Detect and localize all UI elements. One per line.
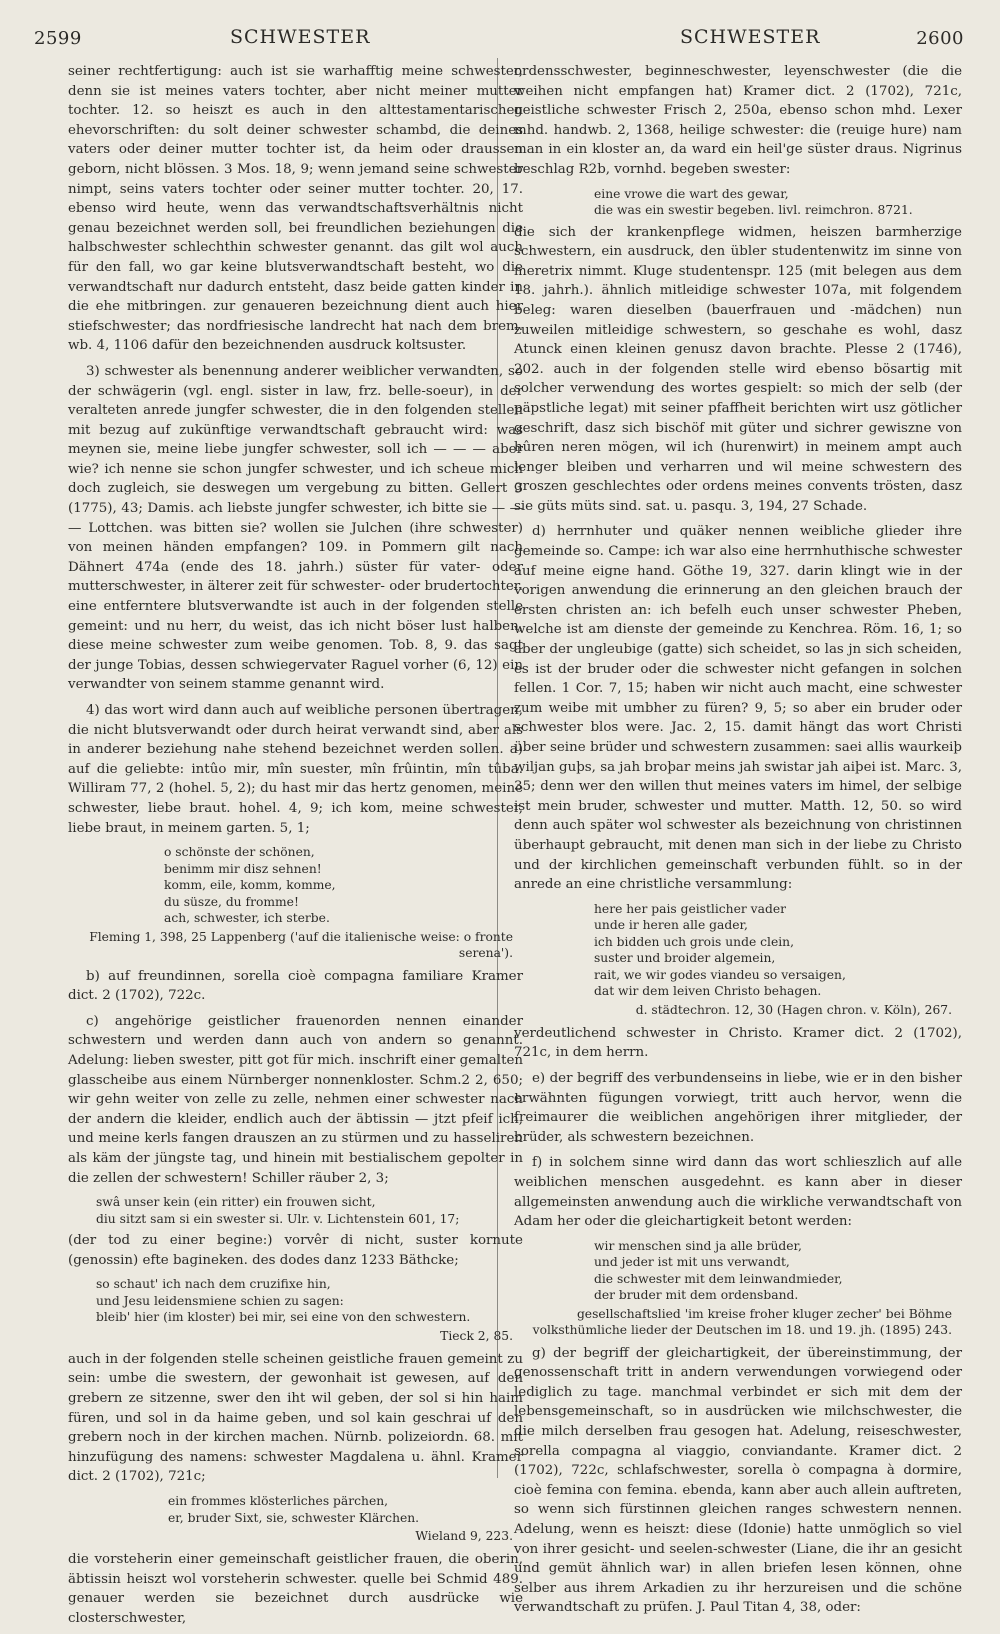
paragraph: ordensschwester, beginneschwester, leyenschwester (die die weihen nicht empfangen hat) Kramer dict. 2 (1702), 721c, geistliche schwester Frisch 2, 250a, ebenso schon mhd. Lexer mhd. handwb. 2, 1368, heilige schwester: die (reuige hure) nam man in ein kloster an, da ward ein heil'ge süster draus. Nigrinus beschlag R2b, vornhd. begeben swester: xyxy=(514,64,962,177)
citation: d. städtechron. 12, 30 (Hagen chron. v. Köln), 267. xyxy=(635,1002,952,1017)
citation: Fleming 1, 398, 25 Lappenberg ('auf die italienische weise: o fronte serena'). xyxy=(89,929,513,960)
paragraph: 4) das wort wird dann auch auf weibliche personen übertragen, die nicht blutsverwandt oder durch heirat verwandt sind, aber als in anderer beziehung nahe stehend bezeichnet werden sollen. a) auf die geliebte: intûo mir, mîn suester, mîn frûintin, mîn tûba. Williram 77, 2 (hohel. 5, 2); du hast mir das hertz genomen, meine schwester, liebe braut. hohel. 4, 9; ich kom, meine schwester, liebe braut, in meinem garten. 5, 1; xyxy=(68,703,523,836)
paragraph: 3) schwester als benennung anderer weiblicher verwandten, so der schwägerin (vgl. engl. sister in law, frz. belle-soeur), in der veralteten anrede jungfer schwester, die in den folgenden stellen mit bezug auf zukünftige verwandtschaft gebraucht wird: was meynen sie, meine liebe jungfer schwester, soll ich — — — aber wie? ich nenne sie schon jungfer schwester, und ich scheue mich doch zugleich, sie deswegen um vergebung zu bitten. Gellert 3 (1775), 43; Damis. ach liebste jungfer schwester, ich bitte sie — — — Lottchen. was bitten sie? wollen sie Julchen (ihre schwester) von meinen händen empfangen? 109. in Pommern gilt nach Dähnert 474a (ende des 18. jahrh.) süster für vater- oder mutterschwester, in älterer zeit für schwester- oder brudertochter. eine entferntere blutsverwandte ist auch in der folgenden stelle gemeint: und nu herr, du weist, das ich nicht böser lust halben, diese meine schwester zum weibe genomen. Tob. 8, 9. das sagt der junge Tobias, dessen schwiegervater Raguel vorher (6, 12) ein verwandter von seinem stamme genannt wird. xyxy=(68,363,523,693)
paragraph: c) angehörige geistlicher frauenorden nennen einander schwestern und werden dann auch von andern so genannt. Adelung: lieben swester, pitt got für mich. inschrift einer gemalten glasscheibe aus einem Nürnberger nonnenkloster. Schm.2 2, 650; wir gehn weiter von zelle zu zelle, nehmen einer schwester nach der andern die kleider, endlich auch der äbtissin — jtzt pfeif ich, und meine kerls fangen drauszen an zu stürmen und zu hasseliren als käm der jüngste tag, und hinein mit bestialischem gepolter in die zellen der schwestern! Schiller räuber 2, 3; xyxy=(68,1013,523,1186)
citation: gesellschaftslied 'im kreise froher kluger zecher' bei Böhme volksthümliche lieder der Deutschen im 18. und 19. jh. (1895) 243. xyxy=(532,1306,952,1337)
verse-quote: here her pais geistlicher vader unde ir heren alle gader, ich bidden uch grois unde clein, suster und broider algemein, rait, we wir godes viandeu so versaigen, dat wir dem leiven Christo behagen. xyxy=(594,901,846,999)
verse-quote: eine vrowe die wart des gewar, die was ein swestir begeben. livl. reimchron. 8721. xyxy=(594,186,913,218)
paragraph: auch in der folgenden stelle scheinen geistliche frauen gemeint zu sein: umbe die swestern, der gewonhait ist gewesen, auf den grebern ze sitzenne, swer den iht wil geben, der sol si hin haim füren, und sol in da haime geben, und sol kain geschrai uf den grebern noch in der kirchen machen. Nürnb. polizeiordn. 68. mit hinzufügung des namens: schwester Magdalena u. ähnl. Kramer dict. 2 (1702), 721c; xyxy=(68,1351,523,1485)
page-number-left: 2599 xyxy=(34,28,82,49)
paragraph: f) in solchem sinne wird dann das wort schlieszlich auf alle weiblichen menschen ausgedehnt. es kann aber in dieser allgemeinsten anwendung auch die wirkliche verwandtschaft von Adam her oder die gleichartigkeit betont werden: xyxy=(514,1155,962,1230)
paragraph: die sich der krankenpflege widmen, heiszen barmherzige schwestern, ein ausdruck, den übler studentenwitz im sinne von meretrix nimmt. Kluge studentenspr. 125 (mit belegen aus dem 18. jahrh.). ähnlich mitleidige schwester 107a, mit folgendem beleg: waren dieselben (bauerfrauen und -mädchen) nun zuweilen mitleidige schwestern, so geschahe es wohl, dasz Atunck einen kleinen genusz davon brachte. Plesse 2 (1746), 202. auch in der folgenden stelle wird ebenso bösartig mit solcher verwendung des wortes gespielt: so mich der selb (der päpstliche legat) mit seiner pfaffheit berichten wirt usz götlicher geschrift, dasz sich bischöf mit güter und sichrer gewiszne von hûren neren mögen, wil ich (hurenwirt) in meinem ampt auch lenger bleiben und verharren und wil meine schwestern des groszen geschlechtes oder ordens meines convents trösten, dasz sie güts müts sind. sat. u. pasqu. 3, 194, 27 Schade. xyxy=(514,224,962,514)
running-title-right: SCHWESTER xyxy=(680,26,821,48)
citation: Wieland 9, 223. xyxy=(415,1529,513,1544)
verse-quote: so schaut' ich nach dem cruzifixe hin, und Jesu leidensmiene schien zu sagen: bleib' hier (im kloster) bei mir, sei eine von den schwestern. xyxy=(96,1277,471,1325)
paragraph: verdeutlichend schwester in Christo. Kramer dict. 2 (1702), 721c, in dem herrn. xyxy=(514,1025,962,1061)
citation: Tieck 2, 85. xyxy=(440,1328,513,1343)
page-number-right: 2600 xyxy=(916,28,964,49)
verse-quote: wir menschen sind ja alle brüder, und jeder ist mit uns verwandt, die schwester mit dem leinwandmieder, der bruder mit dem ordensband. xyxy=(594,1238,843,1303)
paragraph: (der tod zu einer begine:) vorvêr di nicht, suster kornute (genossin) efte bagineken. des dodes danz 1233 Bäthcke; xyxy=(68,1233,523,1268)
verse-quote: ein frommes klösterliches pärchen, er, bruder Sixt, sie, schwester Klärchen. xyxy=(168,1494,420,1525)
paragraph: seiner rechtfertigung: auch ist sie warhafftig meine schwester, denn sie ist meines vaters tochter, aber nicht meiner mutter tochter. 12. so heiszt es auch in den alttestamentarischen ehevorschriften: du solt deiner schwester schambd, die deines vaters oder deiner mutter tochter ist, da heim oder draussen geborn, nicht blössen. 3 Mos. 18, 9; wenn jemand seine schwester nimpt, seins vaters tochter oder seiner mutter tochter. 20, 17. ebenso wird heute, wenn das verwandtschaftsverhältnis nicht genau bezeichnet werden soll, bei freundlichen beziehungen die halbschwester schlechthin schwester genannt. das gilt wol auch für den fall, wo gar keine blutsverwandtschaft besteht, wo die verwandtschaft nur dadurch entsteht, dasz beide gatten kinder in die ehe mitbringen. zur genaueren bezeichnung dient auch hier stiefschwester; das nordfriesische landrecht hat nach dem brem. wb. 4, 1106 dafür den bezeichnenden ausdruck koltsuster. xyxy=(68,64,523,354)
verse-quote: o schönste der schönen, benimm mir disz sehnen! komm, eile, komm, komme, du süsze, du fromme! ach, schwester, ich sterbe. xyxy=(164,845,336,926)
right-column xyxy=(514,62,962,1624)
page-header xyxy=(0,12,1000,52)
paragraph: g) der begriff der gleichartigkeit, der übereinstimmung, der genossenschaft tritt in andern verwendungen vorwiegend oder lediglich zu tage. manchmal verbindet er sich mit dem der lebensgemeinschaft, so in ausdrücken wie milchschwester, die die milch derselben frau gesogen hat. Adelung, reiseschwester, sorella compagna al viaggio, conviandante. Kramer dict. 2 (1702), 722c, schlafschwester, sorella ò compagna à dormire, cioè femina con femina. ebenda, kann aber auch allein auftreten, so wenn sich fürstinnen gleichen ranges schwestern nennen. Adelung, wenn es heiszt: diese (Idonie) hatte unmöglich so viel von ihrer gesicht- und seelen-schwester (Liane, die ihr an gesicht und gemüt ähnlich war) in allen briefen lesen können, ohne selber aus ihrem Arkadien zu ihr herzureisen und die schöne verwandtschaft zu prüfen. J. Paul Titan 4, 38, oder: xyxy=(514,1345,962,1616)
paragraph: d) herrnhuter und quäker nennen weibliche glieder ihre gemeinde so. Campe: ich war also eine herrnhuthische schwester auf meine eigne hand. Göthe 19, 327. darin klingt wie in der vorigen anwendung die erinnerung an den gleichen brauch der ersten christen an: ich befelh euch unser schwester Pheben, welche ist am dienste der gemeinde zu Kenchrea. Röm. 16, 1; so aber der ungleubige (gatte) sich scheidet, so las jn sich scheiden, es ist der bruder oder die schwester nicht gefangen in solchen fellen. 1 Cor. 7, 15; haben wir nicht auch macht, eine schwester zum weibe mit umbher zu füren? 9, 5; so aber ein bruder oder schwester blos were. Jac. 2, 15. damit hängt das wort Christi über seine brüder und schwestern zusammen: saei allis waurkeiþ wiljan guþs, sa jah broþar meins jah swistar jah aiþei ist. Marc. 3, 35; denn wer den willen thut meines vaters im himel, der selbige ist mein bruder, schwester und mutter. Matth. 12, 50. so wird denn auch später wol schwester als bezeichnung von christinnen überhaupt gebraucht, mit denen man sich in der liebe zu Christo und der kirchlichen gemeinschaft verbunden fühlt. so in der anrede an eine christliche versammlung: xyxy=(514,524,963,893)
running-title-left: SCHWESTER xyxy=(230,26,371,48)
left-column xyxy=(68,62,523,1634)
verse-quote: swâ unser kein (ein ritter) ein frouwen sicht, diu sitzt sam si ein swester si. Ulr. v. Lichtenstein 601, 17; xyxy=(96,1195,460,1226)
paragraph: e) der begriff des verbundenseins in liebe, wie er in den bisher erwähnten fügungen vorwiegt, tritt auch hervor, wenn die freimaurer die weiblichen angehörigen ihrer mitglieder, der brüder, als schwestern bezeichnen. xyxy=(514,1070,962,1145)
paragraph: b) auf freundinnen, sorella cioè compagna familiare Kramer dict. 2 (1702), 722c. xyxy=(68,968,523,1004)
paragraph: die vorsteherin einer gemeinschaft geistlicher frauen, die oberin, äbtissin heiszt wol vorsteherin schwester. quelle bei Schmid 489. genauer werden sie bezeichnet durch ausdrücke wie closterschwester, xyxy=(68,1552,523,1626)
